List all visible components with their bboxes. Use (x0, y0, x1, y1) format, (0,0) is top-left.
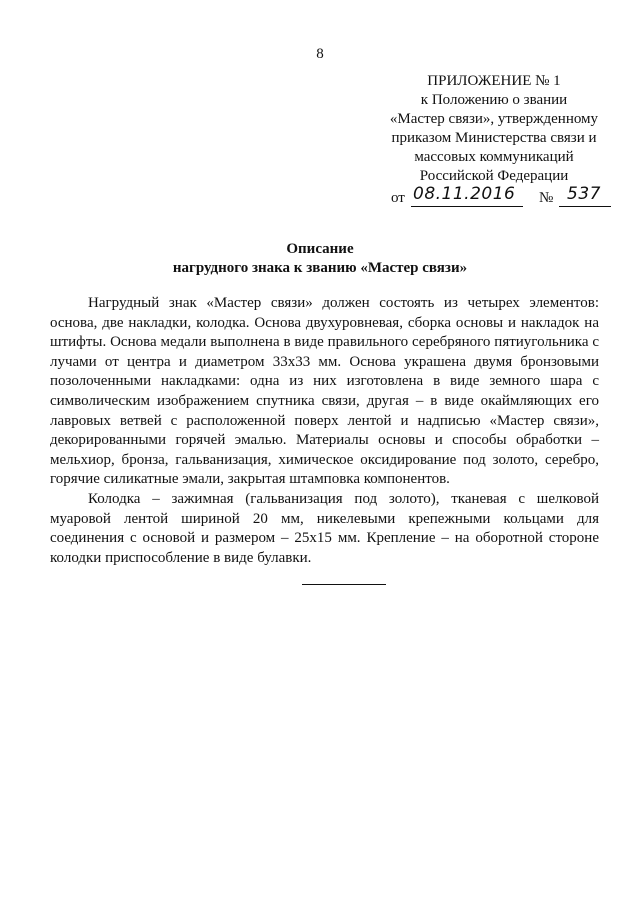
page-number: 8 (316, 46, 324, 62)
appendix-line: «Мастер связи», утвержденному (389, 111, 599, 127)
description-heading (0, 240, 640, 278)
description-body (50, 294, 599, 568)
paragraph: Колодка – зажимная (гальванизация под золото), тканевая с шелковой муаровой лентой шириной 20 мм, никелевыми крепежными кольцами для соединения с основой и размером – 25х15 мм. Крепление – на оборотной стороне колодки приспособление в виде булавки. (50, 490, 599, 566)
appendix-line: приказом Министерства связи и (391, 130, 597, 146)
appendix-title: ПРИЛОЖЕНИЕ № 1 (427, 73, 561, 89)
order-number-handwritten: 537 (567, 184, 601, 204)
heading-title: Описание (286, 241, 354, 257)
paragraph: Нагрудный знак «Мастер связи» должен состоять из четырех элементов: основа, две накладки, колодка. Основа двухуровневая, сборка основы и накладок на штифты. Основа медали выполнена в виде правильного серебряного пятиугольника с лучами от центра и диаметром 33х33 мм. Основа украшена двумя бронзовыми позолоченными накладками: одна из них изготовлена в виде земного шара с символическим изображением спутника связи, другая – в виде окаймляющих его лавровых ветвей с расположенной поверх лентой и надписью «Мастер связи», декорированными горячей эмалью. Материалы основы и способы обработки – мельхиор, бронза, гальванизация, химическое оксидирование под золото, серебро, горячие силикатные эмали, закрытая штамповка компонентов. (50, 295, 599, 488)
order-date-prefix: от (391, 190, 405, 206)
order-date-handwritten: 08.11.2016 (413, 184, 516, 204)
order-date-underline (411, 206, 523, 207)
appendix-line: к Положению о звании (420, 92, 568, 108)
appendix-line: массовых коммуникаций (414, 149, 574, 165)
end-divider (302, 584, 386, 585)
order-number-underline (559, 206, 611, 207)
order-reference (391, 186, 611, 208)
heading-subtitle: нагрудного знака к званию «Мастер связи» (172, 260, 468, 276)
appendix-line: Российской Федерации (419, 168, 569, 184)
appendix-block (378, 72, 610, 186)
order-number-prefix: № (539, 190, 554, 206)
